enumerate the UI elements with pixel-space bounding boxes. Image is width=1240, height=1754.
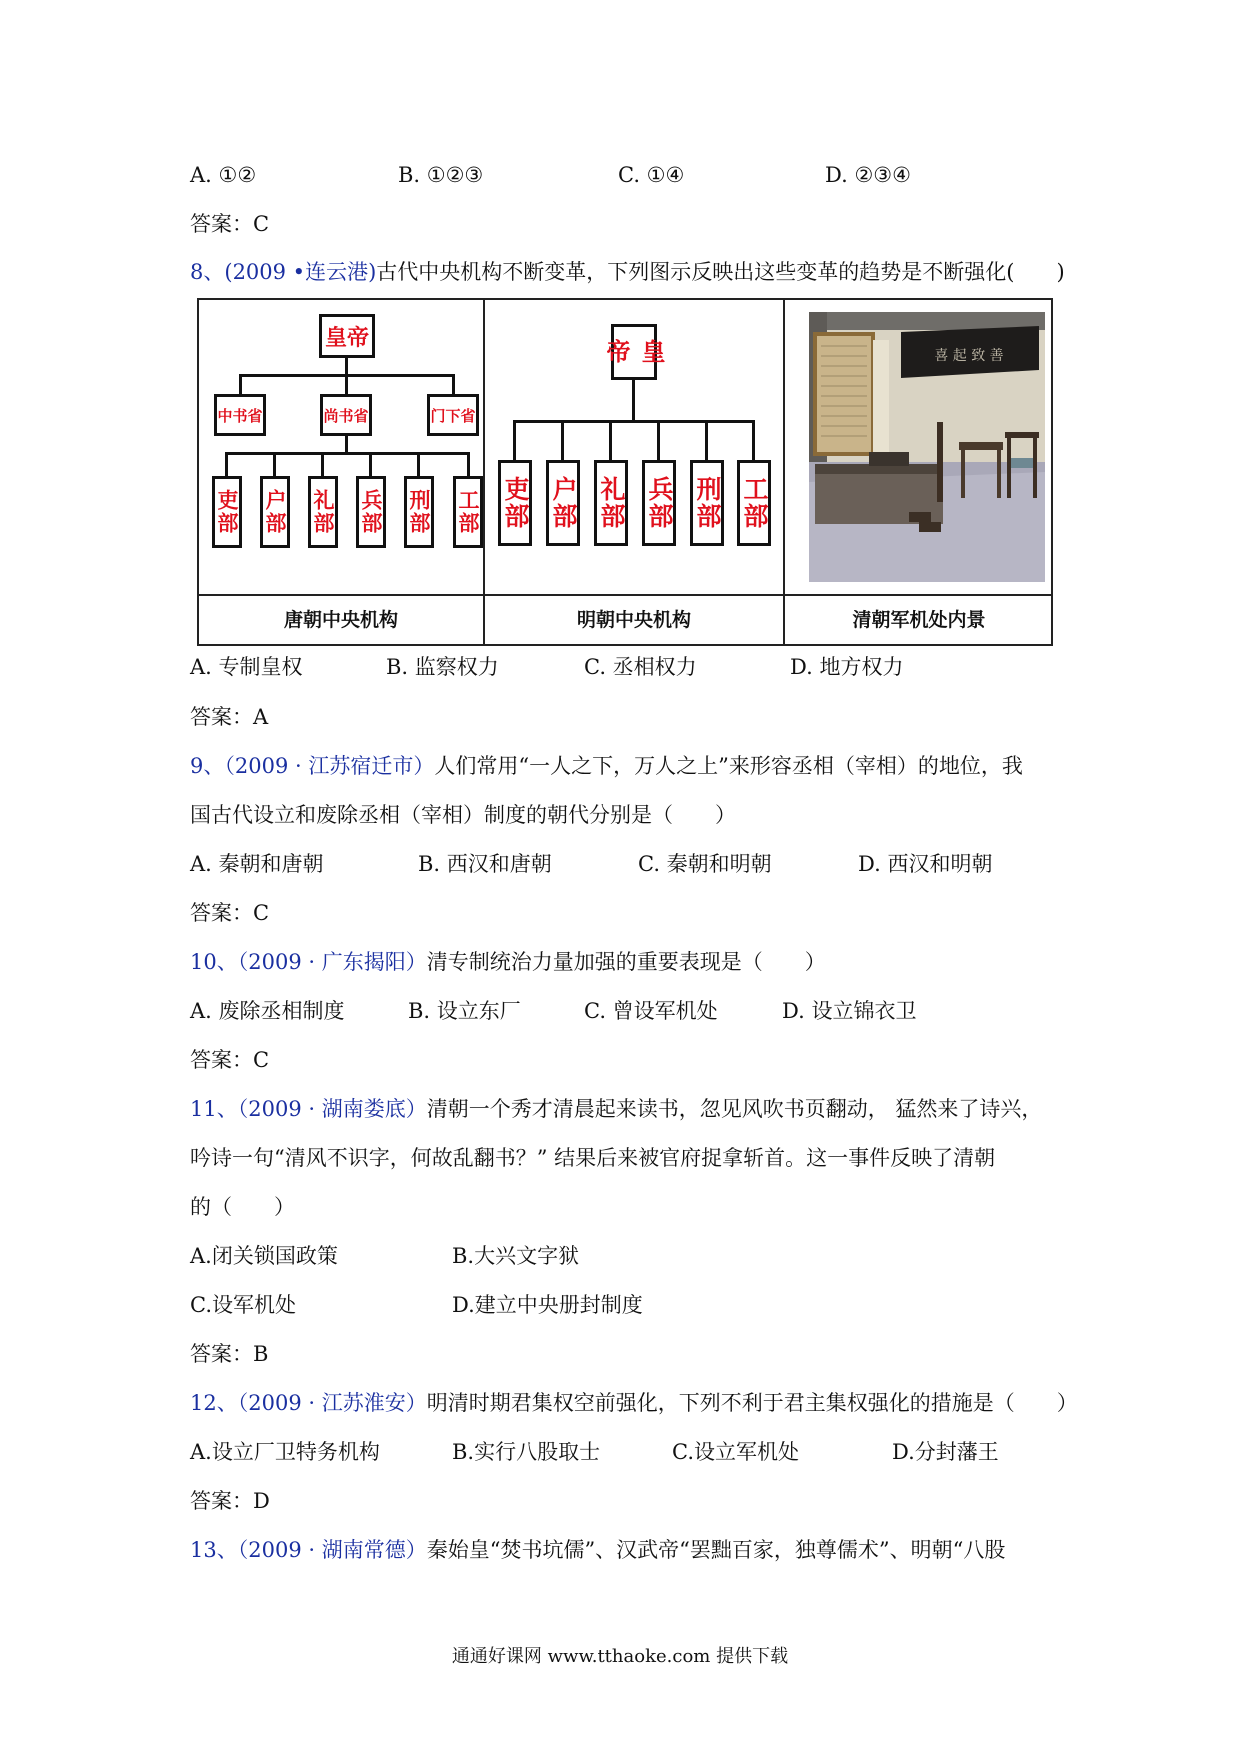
q12-option-b: B.实行八股取士 (452, 1440, 601, 1464)
q8-option-a: A. 专制皇权 (190, 655, 303, 679)
tang-shangshu-box: 尚书省 (320, 394, 372, 436)
q10-option-d: D. 设立锦衣卫 (782, 999, 917, 1023)
q9-option-c: C. 秦朝和明朝 (638, 852, 772, 876)
tang-hu-bu-box: 户部 (260, 476, 290, 548)
q12-option-a: A.设立厂卫特务机构 (190, 1440, 380, 1464)
q8-answer: 答案：A (190, 705, 269, 729)
q7-answer: 答案：C (190, 212, 270, 236)
photo-illustration (809, 312, 1045, 582)
tang-li-bu-box: 吏部 (212, 476, 242, 548)
q13-number: 13、 (190, 1538, 238, 1562)
tang-gong-bu-box: 工部 (453, 476, 483, 548)
q9-answer: 答案：C (190, 901, 270, 925)
q12-option-c: C.设立军机处 (672, 1440, 799, 1464)
q11-answer: 答案：B (190, 1342, 269, 1366)
q11-option-b: B.大兴文字狱 (452, 1244, 580, 1268)
ming-li-bu-rites-box: 礼部 (594, 460, 628, 546)
tang-emperor-box: 皇帝 (319, 314, 375, 358)
q9-text-line2: 国古代设立和废除丞相（宰相）制度的朝代分别是（ ） (190, 803, 736, 827)
q8-option-b: B. 监察权力 (386, 655, 499, 679)
q11-option-d: D.建立中央册封制度 (452, 1293, 643, 1317)
q11-text-line2: 吟诗一句“清风不识字，何故乱翻书？” 结果后来被官府捉拿斩首。这一事件反映了清朝 (190, 1146, 996, 1170)
q10-option-c: C. 曾设军机处 (584, 999, 718, 1023)
q8-source: (2009 •连云港) (224, 260, 377, 284)
q8-figure-table (197, 298, 1053, 646)
q10-source: （2009 · 广东揭阳） (237, 950, 427, 974)
q12-stem (190, 1389, 1078, 1417)
q9-stem-line1 (190, 752, 1023, 780)
q11-option-c: C.设军机处 (190, 1293, 296, 1317)
q8-option-d: D. 地方权力 (790, 655, 904, 679)
q10-option-b: B. 设立东厂 (408, 999, 521, 1023)
q11-source: （2009 · 湖南娄底） (237, 1097, 427, 1121)
q9-option-d: D. 西汉和明朝 (858, 852, 993, 876)
table-divider (483, 300, 485, 644)
q12-source: （2009 · 江苏淮安） (237, 1391, 427, 1415)
q13-source: （2009 · 湖南常德） (237, 1538, 427, 1562)
q13-text: 秦始皇“焚书坑儒”、汉武帝“罢黜百家，独尊儒术”、明朝“八股 (426, 1538, 1006, 1562)
ming-gong-bu-box: 工部 (737, 460, 771, 546)
q12-number: 12、 (190, 1391, 238, 1415)
q12-text: 明清时期君集权空前强化，下列不利于君主集权强化的措施是（ ） (426, 1391, 1078, 1415)
tang-xing-bu-box: 刑部 (404, 476, 434, 548)
q10-stem (190, 948, 826, 976)
ming-li-bu-box: 吏部 (498, 460, 532, 546)
ming-hu-bu-box: 户部 (546, 460, 580, 546)
tang-menxia-box: 门下省 (427, 394, 479, 436)
q11-stem-line1 (190, 1095, 1042, 1123)
photo-plaque-text: 喜 起 致 善 (934, 348, 1004, 364)
q9-option-b: B. 西汉和唐朝 (418, 852, 552, 876)
q10-option-a: A. 废除丞相制度 (190, 999, 345, 1023)
q12-option-d: D.分封藩王 (892, 1440, 999, 1464)
ming-xing-bu-box: 刑部 (690, 460, 724, 546)
q9-source: （2009 · 江苏宿迁市） (224, 754, 435, 778)
q8-number: 8、 (190, 260, 225, 284)
q10-number: 10、 (190, 950, 238, 974)
q7-option-a: A. ①② (190, 163, 257, 187)
tang-bing-bu-box: 兵部 (356, 476, 386, 548)
q10-text: 清专制统治力量加强的重要表现是（ ） (426, 950, 826, 974)
q11-text-line1: 清朝一个秀才清晨起来读书，忽见风吹书页翻动， 猛然来了诗兴， (426, 1097, 1043, 1121)
qing-caption: 清朝军机处内景 (852, 609, 986, 631)
q9-number: 9、 (190, 754, 225, 778)
q7-option-d: D. ②③④ (825, 163, 911, 187)
q7-option-b: B. ①②③ (398, 163, 484, 187)
page-footer: 通通好课网 www.tthaoke.com 提供下载 (451, 1646, 789, 1667)
q7-option-c: C. ①④ (618, 163, 685, 187)
ming-bing-bu-box: 兵部 (642, 460, 676, 546)
q10-answer: 答案：C (190, 1048, 270, 1072)
ming-caption: 明朝中央机构 (576, 609, 691, 631)
q11-number: 11、 (190, 1097, 238, 1121)
table-divider (783, 300, 785, 644)
q9-option-a: A. 秦朝和唐朝 (190, 852, 324, 876)
q9-text-line1: 人们常用“一人之下，万人之上”来形容丞相（宰相）的地位，我 (434, 754, 1023, 778)
tang-caption: 唐朝中央机构 (283, 609, 398, 631)
tang-li-bu-rites-box: 礼部 (308, 476, 338, 548)
q11-text-line3: 的（ ） (190, 1195, 295, 1219)
ming-emperor-box: 皇帝 (611, 324, 657, 380)
q13-stem (190, 1536, 1005, 1564)
tang-zhongshu-box: 中书省 (214, 394, 266, 436)
q8-option-c: C. 丞相权力 (584, 655, 697, 679)
q8-stem (190, 258, 1065, 286)
qing-grand-council-photo (809, 312, 1045, 582)
q12-answer: 答案：D (190, 1489, 270, 1513)
q8-text: 古代中央机构不断变革，下列图示反映出这些变革的趋势是不断强化( ) (376, 260, 1065, 284)
q11-option-a: A.闭关锁国政策 (190, 1244, 338, 1268)
